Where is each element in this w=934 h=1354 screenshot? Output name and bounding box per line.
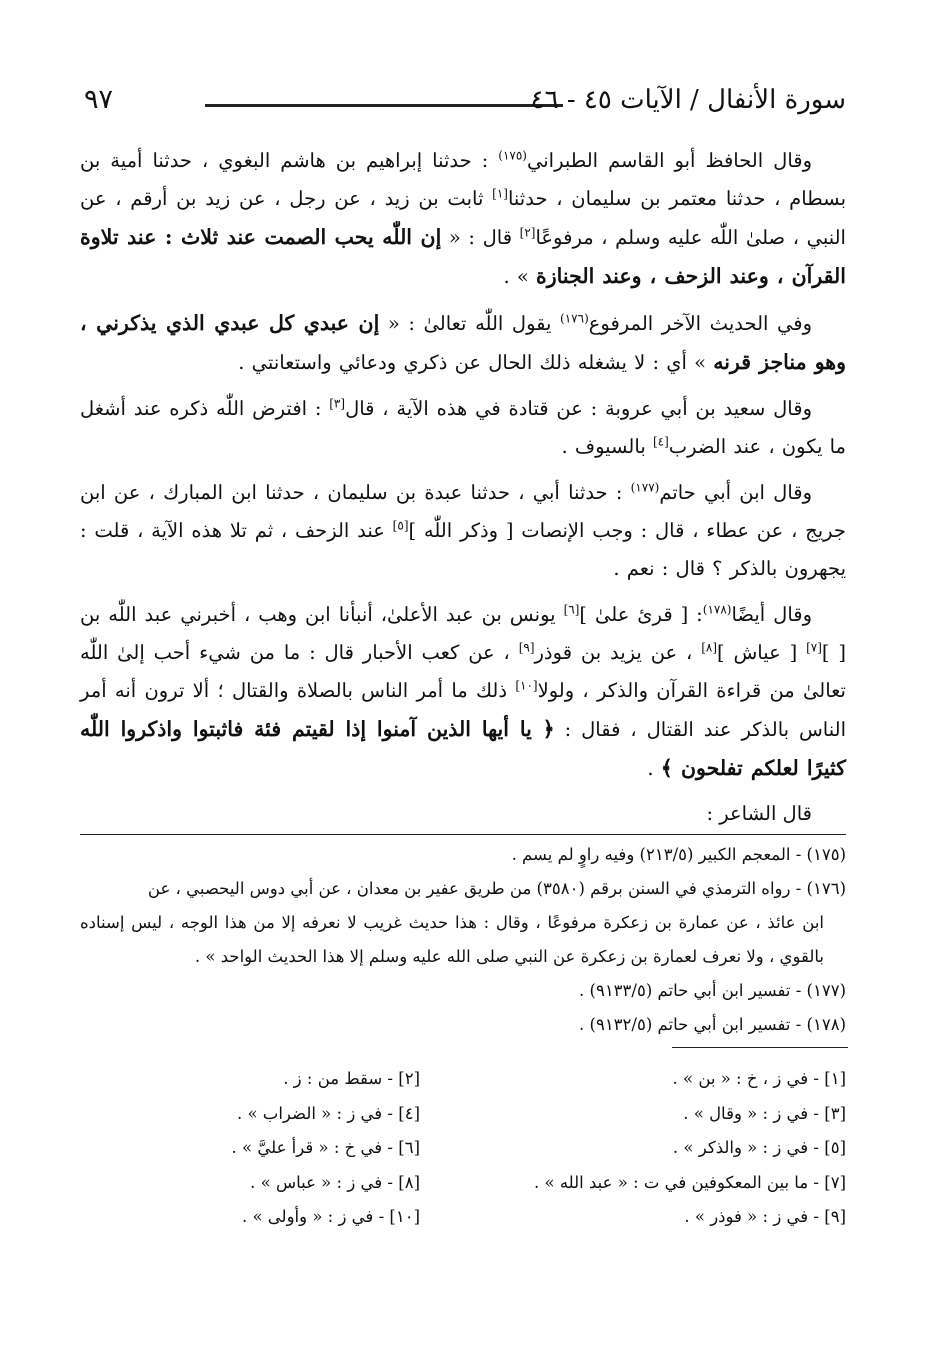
footnote-number: (١٧٧) [806, 981, 846, 1000]
text: » أي : لا يشغله ذلك الحال عن ذكري ودعائي واستعانتي . [238, 351, 714, 374]
text: : [ قرئ علىٰ ] [579, 603, 703, 626]
variant-ref: [٩] [518, 640, 535, 655]
variant-note: [٨] - في ز : « عباس » . [250, 1172, 420, 1192]
variant-note: [٣] - في ز : « وقال » . [683, 1103, 846, 1123]
footnote-178 [80, 1008, 846, 1042]
page-number: ٩٧ [84, 84, 114, 115]
variant-row [80, 1131, 846, 1166]
footnote-ref: (١٧٨) [702, 602, 732, 617]
footnote-text: - رواه الترمذي في السنن برقم (٣٥٨٠) من طريق عفير بن معدان ، عن أبي دوس اليحصبي ، عن [147, 879, 807, 898]
paragraph-2 [80, 304, 846, 382]
footnote-176-continuation: ابن عائذ ، عن عمارة بن زعكرة مرفوعًا ، وقال : هذا حديث غريب لا نعرفه إلا من هذا الوجه ، ليس إسناده بالقوي ، ولا نعرف لعمارة بن زعكرة عن النبي صلى الله عليه وسلم إلا هذا الحديث الواحد » . [80, 913, 824, 966]
header-rule [205, 104, 563, 107]
footnote-number: (١٧٦) [806, 879, 846, 898]
variant-notes [80, 1062, 846, 1235]
text: ، عن كعب الأحبار قال : ما من شيء أحب إلىٰ اللّٰه تعالىٰ من قراءة القرآن والذكر ، ولولا [80, 641, 846, 702]
text: » . [503, 265, 537, 288]
variants-separator [672, 1047, 848, 1048]
text: وقال الحافظ أبو القاسم الطبراني [526, 149, 812, 172]
page-header [70, 80, 846, 124]
text: . [647, 757, 661, 780]
text: وفي الحديث الآخر المرفوع [588, 312, 813, 335]
text: ذلك ما أمر الناس بالصلاة والقتال ؛ ألا ترون أنه أمر الناس بالذكر عند القتال ، فقال : [80, 679, 846, 741]
footnote-176 [80, 872, 846, 906]
variant-note: [٥] - في ز : « والذكر » . [672, 1138, 846, 1158]
hadith-text: إن عبدي كل عبدي الذي يذكرني ، وهو مناجز قرنه [80, 311, 846, 374]
footnote-177 [80, 974, 846, 1008]
text: بالسيوف . [561, 435, 653, 458]
variant-ref: [٤] [652, 434, 669, 449]
text: وقال ابن أبي حاتم [659, 481, 812, 504]
text: عند الزحف ، ثم تلا هذه الآية ، قلت : يجهرون بالذكر ؟ قال : نعم . [80, 519, 846, 580]
footnote-number: (١٧٥) [806, 845, 846, 864]
footnote-number: (١٧٨) [806, 1015, 846, 1034]
footnote-ref: (١٧٥) [498, 148, 527, 163]
main-text [80, 142, 846, 832]
text: : حدثنا أبي ، حدثنا عبدة بن سليمان ، حدثنا ابن المبارك ، عن ابن جريج ، عن عطاء ، قال : وجب الإنصات [ وذكر اللّٰه ] [80, 481, 846, 542]
text: [ عياش ] [717, 641, 807, 664]
variant-row [80, 1062, 846, 1097]
running-head: سورة الأنفال / الآيات ٤٥ - ٤٦ [530, 85, 846, 115]
variant-note: [٤] - في ز : « الضراب » . [236, 1103, 420, 1123]
variant-row [80, 1166, 846, 1201]
footnote-text: - المعجم الكبير (٢١٣/٥) وفيه راوٍ لم يسم . [511, 845, 807, 864]
paragraph-1 [80, 142, 846, 296]
variant-ref: [٦] [563, 602, 580, 617]
footnote-175 [80, 838, 846, 872]
text: وقال أيضًا [731, 603, 812, 626]
poet-line: قال الشاعر : [706, 802, 812, 825]
variant-note: [٦] - في خ : « قرأ عليَّ » . [231, 1138, 420, 1158]
text: : حدثنا إبراهيم بن هاشم البغوي ، حدثنا أمية بن بسطام ، حدثنا معتمر بن سليمان ، حدثنا [80, 149, 847, 210]
text: ، عن يزيد بن قوذر [534, 641, 702, 664]
paragraph-5 [80, 596, 846, 788]
footnote-text: - تفسير ابن أبي حاتم (٩١٣٢/٥) . [579, 1015, 807, 1034]
footnote-ref: (١٧٧) [630, 480, 660, 495]
paragraph-3 [80, 390, 846, 466]
variant-ref: [٢] [519, 225, 536, 240]
hadith-text: إن اللّٰه يحب الصمت عند ثلاث : عند تلاوة القرآن ، وعند الزحف ، وعند الجنازة [80, 225, 846, 288]
text: وقال سعيد بن أبي عروبة : عن قتادة في هذه الآية ، قال [345, 397, 812, 420]
text: ثابت بن زيد ، عن رجل ، عن زيد بن أرقم ، عن النبي ، صلىٰ اللّٰه عليه وسلم ، مرفوعًا [80, 187, 846, 249]
variant-row [80, 1097, 846, 1132]
variant-ref: [١٠] [515, 678, 538, 693]
variant-note: [١] - في ز ، خ : « بن » . [672, 1069, 846, 1088]
footnotes [80, 838, 846, 1042]
text: قال : « [441, 226, 520, 249]
variant-ref: [١] [492, 186, 508, 201]
variant-note: [٧] - ما بين المعكوفين في ت : « عبد الله » . [533, 1172, 846, 1192]
variant-ref: [٣] [329, 396, 346, 411]
variant-ref: [٧] [806, 640, 822, 655]
paragraph-4 [80, 474, 846, 588]
variant-note: [٢] - سقط من : ز . [283, 1069, 420, 1088]
quran-verse: ﴿ يا أيها الذين آمنوا إذا لقيتم فئة فاثبتوا واذكروا اللّٰه كثيرًا لعلكم تفلحون ﴾ [80, 717, 846, 780]
variant-ref: [٨] [701, 640, 718, 655]
variant-note: [٩] - في ز : « فوذر » . [684, 1207, 846, 1227]
footnote-text: - تفسير ابن أبي حاتم (٩١٣٣/٥) . [579, 981, 807, 1000]
variant-note: [١٠] - في ز : « وأولى » . [241, 1207, 420, 1227]
text: يونس بن عبد الأعلىٰ، أنبأنا ابن وهب ، أخبرني عبد اللّٰه بن [ ] [80, 603, 846, 664]
footnote-ref: (١٧٦) [560, 311, 589, 326]
footnotes-separator [80, 834, 846, 835]
variant-ref: [٥] [392, 518, 409, 533]
variant-row [80, 1200, 846, 1235]
text: : افترض اللّٰه ذكره عند أشغل ما يكون ، عند الضرب [80, 397, 846, 458]
text: يقول اللّٰه تعالىٰ : « [379, 312, 561, 335]
